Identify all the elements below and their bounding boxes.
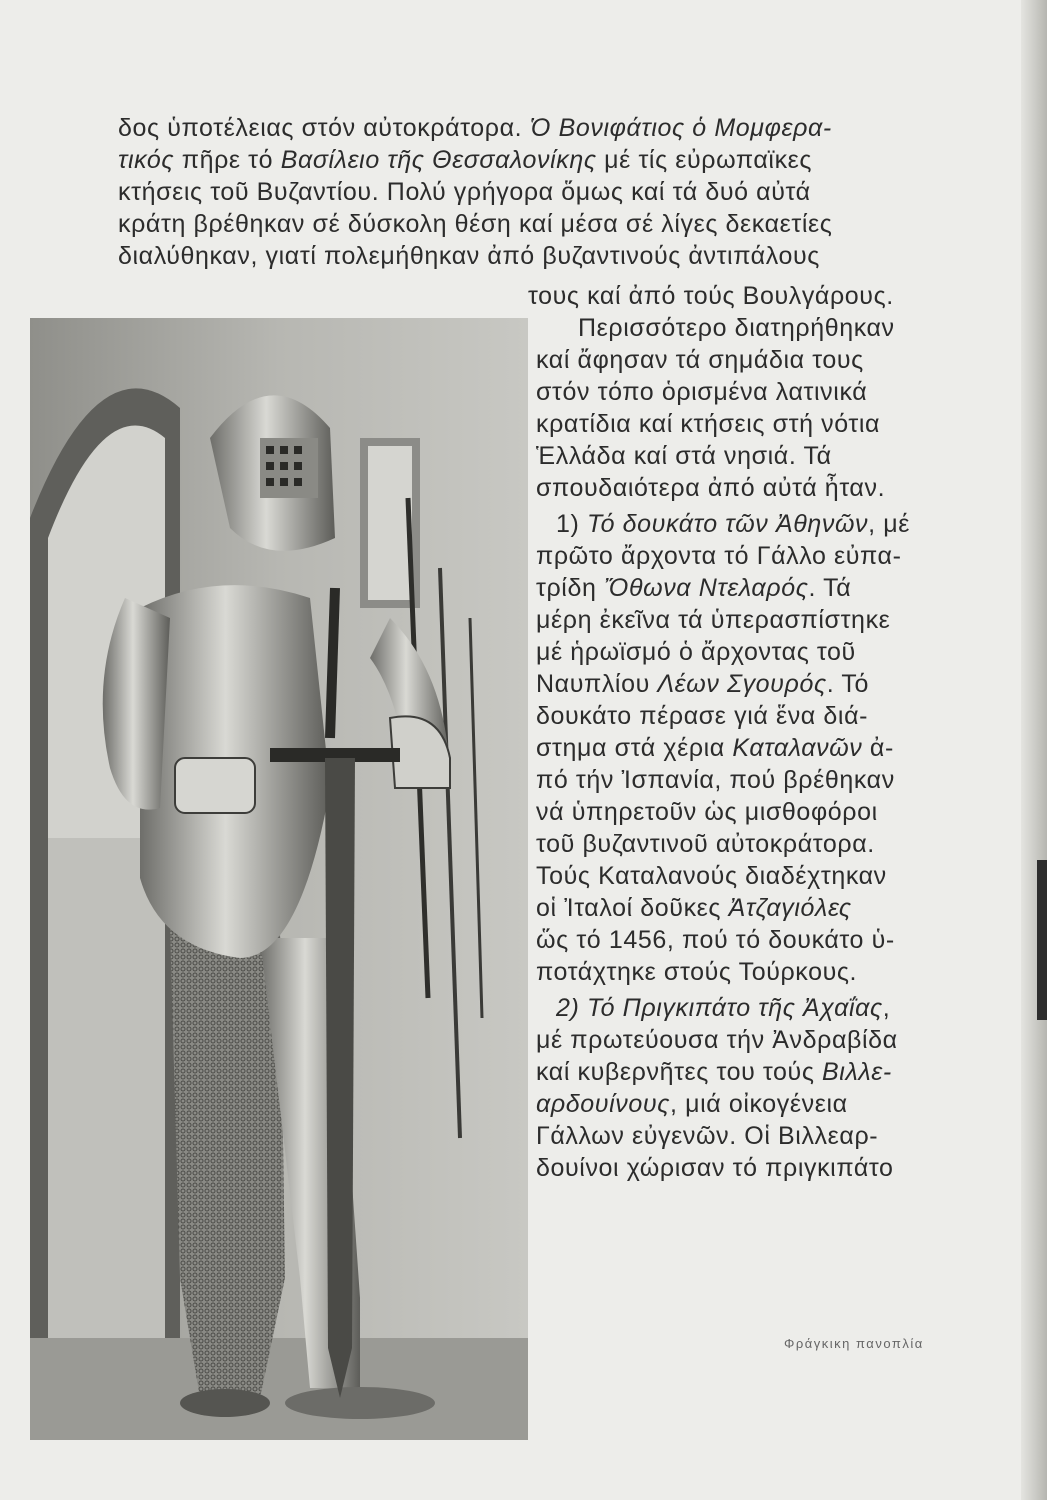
text-line	[536, 956, 857, 988]
text-span: Τούς Καταλανούς διαδέχτηκαν	[536, 862, 887, 890]
text-line	[118, 240, 820, 272]
text-span: καί κυβερνῆτες του τούς	[536, 1058, 823, 1086]
text-line	[536, 668, 869, 700]
text-line	[578, 312, 895, 344]
text-span: Γάλλων εὐγενῶν. Οἱ Βιλλεαρ-	[536, 1122, 879, 1150]
text-span: πῆρε τό	[174, 146, 281, 174]
text-span: τρίδη	[536, 574, 605, 602]
text-line	[536, 540, 902, 572]
text-span: μέ πρωτεύουσα τήν Ἀνδραβίδα	[536, 1026, 898, 1054]
italic-text: Ὁ Βονιφάτιος ὁ Μομφερα-	[529, 114, 832, 142]
text-span: στημα στά χέρια	[536, 734, 733, 762]
text-line	[536, 440, 832, 472]
text-line	[536, 472, 885, 504]
italic-text: τικός	[118, 146, 175, 174]
text-line	[118, 176, 811, 208]
text-line	[536, 860, 887, 892]
text-span: Ναυπλίου	[536, 670, 658, 698]
italic-text: Βιλλε-	[822, 1058, 892, 1086]
text-line	[536, 1152, 894, 1184]
text-line	[536, 700, 868, 732]
text-line	[536, 344, 864, 376]
text-line	[536, 408, 880, 440]
italic-text: Ἀτζαγιόλες	[728, 894, 852, 922]
text-span: Περισσότερο διατηρήθηκαν	[578, 314, 895, 342]
page-edge-mark	[1037, 860, 1047, 1020]
figure-caption: Φράγκικη πανοπλία	[784, 1336, 924, 1351]
text-span: ,	[882, 994, 891, 1022]
text-span: δος ὑποτέλειας στόν αὐτοκράτορα.	[118, 114, 530, 142]
text-span: μέ ἡρωϊσμό ὁ ἄρχοντας τοῦ	[536, 638, 856, 666]
text-span: κράτη βρέθηκαν σέ δύσκολη θέση καί μέσα σέ λίγες δεκαετίες	[118, 210, 833, 238]
page-spine-shadow	[1021, 0, 1047, 1500]
text-span: ὥς τό 1456, πού τό δουκάτο ὑ-	[536, 926, 895, 954]
text-span: κτήσεις τοῦ Βυζαντίου. Πολύ γρήγορα ὅμως καί τά δυό αὐτά	[118, 178, 811, 206]
text-span: κρατίδια καί κτήσεις στή νότια	[536, 410, 881, 438]
text-line	[118, 112, 832, 144]
text-span: μέ τίς εὐρωπαϊκες	[596, 146, 813, 174]
text-span: ποτάχτηκε στούς Τούρκους.	[536, 958, 858, 986]
text-span: . Τά	[808, 574, 852, 602]
text-line	[536, 1088, 848, 1120]
text-line	[118, 208, 832, 240]
italic-text: 2) Τό Πριγκιπάτο τῆς Ἀχαΐας	[556, 994, 883, 1022]
text-line	[556, 992, 890, 1024]
text-span: , μιά οἰκογένεια	[669, 1090, 848, 1118]
text-line	[536, 1056, 892, 1088]
text-span: Ἑλλάδα καί στά νησιά. Τά	[536, 442, 832, 470]
text-line	[556, 508, 910, 540]
text-line	[536, 636, 856, 668]
text-line	[536, 796, 878, 828]
text-line	[528, 280, 894, 312]
text-line	[536, 764, 895, 796]
text-span: καί ἄφησαν τά σημάδια τους	[536, 346, 864, 374]
text-span: . Τό	[826, 670, 869, 698]
text-span: δουίνοι χώρισαν τό πριγκιπάτο	[536, 1154, 894, 1182]
text-line	[536, 892, 852, 924]
text-line	[536, 572, 851, 604]
text-span: διαλύθηκαν, γιατί πολεμήθηκαν ἀπό βυζαντινούς ἀντιπάλους	[118, 242, 820, 270]
italic-text: Καταλανῶν	[732, 734, 863, 762]
text-span: , μέ	[868, 510, 910, 538]
text-line	[536, 924, 895, 956]
text-line	[536, 376, 867, 408]
italic-text: Λέων Σγουρός	[657, 670, 827, 698]
text-line	[536, 604, 890, 636]
figure-armor-photo	[30, 318, 528, 1440]
text-span: 1)	[556, 510, 587, 538]
text-span: σπουδαιότερα ἀπό αὐτά ἦταν.	[536, 474, 886, 502]
text-span: νά ὑπηρετοῦν ὡς μισθοφόροι	[536, 798, 878, 826]
armor-illustration	[30, 318, 528, 1440]
text-line	[536, 828, 875, 860]
text-line	[118, 144, 812, 176]
italic-text: Ὄθωνα Ντελαρός	[604, 574, 809, 602]
text-span: δουκάτο πέρασε γιά ἕνα διά-	[536, 702, 869, 730]
text-span: μέρη ἐκεῖνα τά ὑπερασπίστηκε	[536, 606, 891, 634]
text-span: πρῶτο ἄρχοντα τό Γάλλο εὐπα-	[536, 542, 902, 570]
text-span: οἱ Ἰταλοί δοῦκες	[536, 894, 729, 922]
text-span: τους καί ἀπό τούς Βουλγάρους.	[528, 282, 894, 310]
italic-text: Βασίλειο τῆς Θεσσαλονίκης	[280, 146, 597, 174]
italic-text: αρδουίνους	[536, 1090, 670, 1118]
italic-text: Τό δουκάτο τῶν Ἀθηνῶν	[586, 510, 869, 538]
text-line	[536, 1024, 898, 1056]
text-line	[536, 1120, 878, 1152]
text-span: πό τήν Ἰσπανία, πού βρέθηκαν	[536, 766, 895, 794]
text-span: στόν τόπο ὁρισμένα λατινικά	[536, 378, 868, 406]
text-span: ἀ-	[862, 734, 894, 762]
text-span: τοῦ βυζαντινοῦ αὐτοκράτορα.	[536, 830, 875, 858]
text-line	[536, 732, 894, 764]
